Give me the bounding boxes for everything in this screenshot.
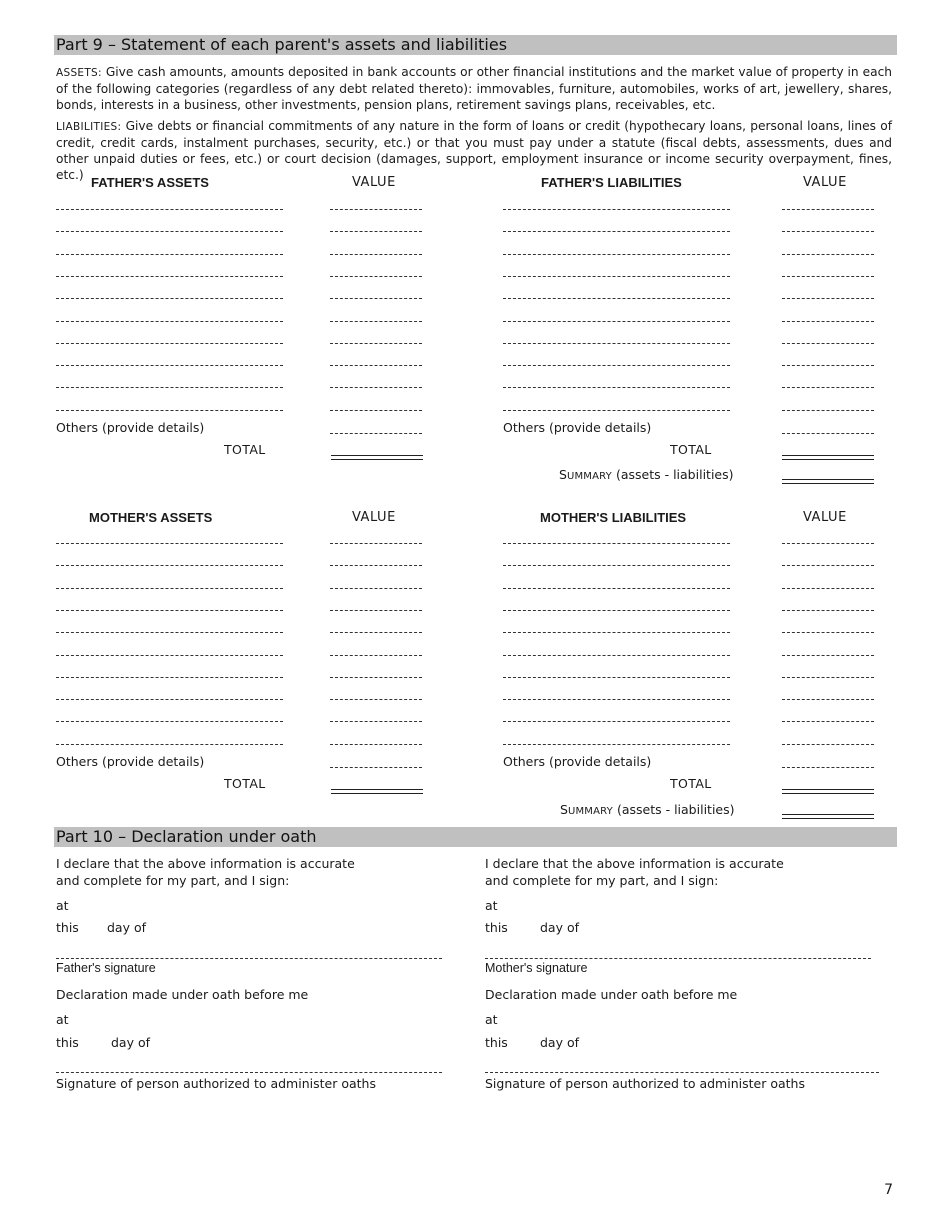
mother-liabilities-value-line[interactable] — [782, 721, 874, 722]
father-liabilities-value-line[interactable] — [782, 298, 874, 299]
mother-assets-value-heading: VALUE — [352, 510, 396, 525]
mother-assets-heading: MOTHER'S ASSETS — [89, 510, 213, 525]
mother-assets-value-line[interactable] — [330, 744, 422, 745]
mother-assets-item-line[interactable] — [56, 721, 283, 722]
mother-liabilities-value-line[interactable] — [782, 565, 874, 566]
father-liabilities-value-heading: VALUE — [803, 175, 847, 190]
father-oath-signature-line[interactable] — [56, 1072, 442, 1073]
father-liabilities-value-line[interactable] — [782, 231, 874, 232]
father-authorized-signature-label: Signature of person authorized to administer oaths — [56, 1076, 376, 1091]
father-assets-value-line[interactable] — [330, 209, 422, 210]
mother-assets-total-label: TOTAL — [224, 776, 266, 791]
mother-liabilities-item-line[interactable] — [503, 744, 730, 745]
father-liabilities-value-line[interactable] — [782, 254, 874, 255]
father-assets-value-line[interactable] — [330, 343, 422, 344]
mother-oath-at-label: at — [485, 1012, 498, 1027]
assets-text: Give cash amounts, amounts deposited in bank accounts or other financial institutions and the market value of property in each of the following categories (regardless of any debt related thereto): immovables, furniture, automobiles, works of art, jewellery, shares, bonds, interests in a business, other investments, pension plans, retirement savings plans, receivables, etc. — [56, 65, 892, 112]
mother-assets-value-line[interactable] — [330, 721, 422, 722]
mother-assets-item-line[interactable] — [56, 588, 283, 589]
part9-title: Part 9 – Statement of each parent's assets and liabilities — [54, 35, 897, 55]
father-liabilities-item-line[interactable] — [503, 231, 730, 232]
mother-assets-item-line[interactable] — [56, 677, 283, 678]
mother-liabilities-item-line[interactable] — [503, 721, 730, 722]
father-assets-value-line[interactable] — [330, 276, 422, 277]
father-oath-this-label: this — [56, 1035, 79, 1050]
father-day-of-label: day of — [107, 920, 147, 935]
mother-oath-this-label: this — [485, 1035, 508, 1050]
mother-assets-others-label: Others (provide details) — [56, 754, 205, 769]
mother-liabilities-value-line[interactable] — [782, 655, 874, 656]
mother-assets-value-line[interactable] — [330, 610, 422, 611]
assets-instructions — [56, 64, 892, 113]
father-assets-item-line[interactable] — [56, 387, 283, 388]
father-liabilities-item-line[interactable] — [503, 254, 730, 255]
mother-liabilities-value-line[interactable] — [782, 677, 874, 678]
mother-liabilities-item-line[interactable] — [503, 588, 730, 589]
father-assets-total-line[interactable] — [331, 455, 423, 460]
father-liabilities-others-value-line[interactable] — [782, 433, 874, 434]
mother-declare-line2: and complete for my part, and I sign: — [485, 873, 719, 888]
father-assets-item-line[interactable] — [56, 321, 283, 322]
mother-declare-line1: I declare that the above information is accurate — [485, 856, 784, 871]
father-oath-at-label: at — [56, 1012, 69, 1027]
father-liabilities-item-line[interactable] — [503, 298, 730, 299]
father-liabilities-item-line[interactable] — [503, 276, 730, 277]
father-assets-item-line[interactable] — [56, 276, 283, 277]
father-assets-value-line[interactable] — [330, 387, 422, 388]
mother-liabilities-item-line[interactable] — [503, 610, 730, 611]
mother-assets-value-line[interactable] — [330, 677, 422, 678]
mother-at-label: at — [485, 898, 498, 913]
liabilities-instructions — [56, 118, 892, 183]
father-at-label: at — [56, 898, 69, 913]
father-liabilities-value-line[interactable] — [782, 410, 874, 411]
mother-assets-item-line[interactable] — [56, 744, 283, 745]
father-assets-value-line[interactable] — [330, 410, 422, 411]
mother-liabilities-item-line[interactable] — [503, 543, 730, 544]
liabilities-text: Give debts or financial commitments of any nature in the form of loans or credit (hypothecary loans, personal loans, lines of credit, credit cards, instalment purchases, security, etc.) or that you must pay under a statute (fiscal debts, assessments, dues and other unpaid duties or fees, etc.) or court decision (damages, support, employment insurance or income security overpayment, fines, etc.) — [56, 119, 892, 182]
father-declaration-before: Declaration made under oath before me — [56, 987, 309, 1002]
father-assets-others-label: Others (provide details) — [56, 420, 205, 435]
mother-liabilities-item-line[interactable] — [503, 677, 730, 678]
liabilities-lead: LIABILITIES: — [56, 121, 122, 133]
mother-assets-item-line[interactable] — [56, 543, 283, 544]
father-assets-item-line[interactable] — [56, 343, 283, 344]
father-assets-value-line[interactable] — [330, 321, 422, 322]
part10-title: Part 10 – Declaration under oath — [54, 827, 897, 847]
mother-assets-total-line[interactable] — [331, 789, 423, 794]
father-liabilities-item-line[interactable] — [503, 365, 730, 366]
father-summary-line[interactable] — [782, 479, 874, 484]
mother-liabilities-item-line[interactable] — [503, 632, 730, 633]
father-liabilities-value-line[interactable] — [782, 209, 874, 210]
mother-this-label: this — [485, 920, 508, 935]
mother-liabilities-value-line[interactable] — [782, 588, 874, 589]
mother-liabilities-value-line[interactable] — [782, 744, 874, 745]
mother-oath-signature-line[interactable] — [485, 1072, 879, 1073]
mother-assets-value-line[interactable] — [330, 543, 422, 544]
mother-assets-item-line[interactable] — [56, 610, 283, 611]
mother-assets-value-line[interactable] — [330, 655, 422, 656]
father-liabilities-value-line[interactable] — [782, 387, 874, 388]
mother-liabilities-heading: MOTHER'S LIABILITIES — [540, 510, 687, 525]
father-liabilities-item-line[interactable] — [503, 209, 730, 210]
father-liabilities-total-line[interactable] — [782, 455, 874, 460]
mother-authorized-signature-label: Signature of person authorized to administer oaths — [485, 1076, 805, 1091]
mother-assets-item-line[interactable] — [56, 655, 283, 656]
mother-liabilities-value-line[interactable] — [782, 610, 874, 611]
mother-liabilities-total-line[interactable] — [782, 789, 874, 794]
mother-liabilities-others-value-line[interactable] — [782, 767, 874, 768]
mother-oath-day-of-label: day of — [540, 1035, 580, 1050]
father-signature-line[interactable] — [56, 958, 442, 959]
father-assets-value-line[interactable] — [330, 231, 422, 232]
father-assets-value-line[interactable] — [330, 254, 422, 255]
father-assets-item-line[interactable] — [56, 231, 283, 232]
mother-assets-item-line[interactable] — [56, 699, 283, 700]
assets-lead: ASSETS: — [56, 67, 102, 79]
father-assets-item-line[interactable] — [56, 365, 283, 366]
father-assets-value-heading: VALUE — [352, 175, 396, 190]
father-assets-heading: FATHER'S ASSETS — [91, 175, 209, 190]
mother-assets-value-line[interactable] — [330, 699, 422, 700]
mother-signature-line[interactable] — [485, 958, 871, 959]
father-liabilities-value-line[interactable] — [782, 365, 874, 366]
mother-assets-others-value-line[interactable] — [330, 767, 422, 768]
mother-liabilities-others-label: Others (provide details) — [503, 754, 652, 769]
father-assets-value-line[interactable] — [330, 298, 422, 299]
father-liabilities-item-line[interactable] — [503, 321, 730, 322]
mother-liabilities-item-line[interactable] — [503, 655, 730, 656]
mother-declaration-before: Declaration made under oath before me — [485, 987, 738, 1002]
father-assets-total-label: TOTAL — [224, 442, 266, 457]
father-liabilities-value-line[interactable] — [782, 343, 874, 344]
mother-signature-label: Mother's signature — [485, 961, 588, 975]
father-signature-label: Father's signature — [56, 961, 156, 975]
mother-liabilities-value-line[interactable] — [782, 699, 874, 700]
mother-assets-value-line[interactable] — [330, 588, 422, 589]
father-liabilities-total-label: TOTAL — [670, 442, 712, 457]
father-assets-item-line[interactable] — [56, 254, 283, 255]
father-assets-item-line[interactable] — [56, 410, 283, 411]
father-liabilities-value-line[interactable] — [782, 276, 874, 277]
father-liabilities-others-label: Others (provide details) — [503, 420, 652, 435]
father-liabilities-item-line[interactable] — [503, 343, 730, 344]
mother-summary-line[interactable] — [782, 814, 874, 819]
mother-liabilities-value-heading: VALUE — [803, 510, 847, 525]
page-number: 7 — [884, 1182, 893, 1198]
father-liabilities-heading: FATHER'S LIABILITIES — [541, 175, 682, 190]
father-assets-value-line[interactable] — [330, 365, 422, 366]
father-declare-line2: and complete for my part, and I sign: — [56, 873, 290, 888]
mother-liabilities-value-line[interactable] — [782, 543, 874, 544]
mother-liabilities-item-line[interactable] — [503, 565, 730, 566]
mother-assets-value-line[interactable] — [330, 565, 422, 566]
mother-day-of-label: day of — [540, 920, 580, 935]
father-liabilities-item-line[interactable] — [503, 387, 730, 388]
father-liabilities-value-line[interactable] — [782, 321, 874, 322]
mother-liabilities-value-line[interactable] — [782, 632, 874, 633]
father-summary-label: SUMMARY (assets - liabilities) — [559, 467, 734, 482]
father-liabilities-item-line[interactable] — [503, 410, 730, 411]
mother-assets-item-line[interactable] — [56, 565, 283, 566]
mother-liabilities-item-line[interactable] — [503, 699, 730, 700]
mother-assets-value-line[interactable] — [330, 632, 422, 633]
mother-assets-item-line[interactable] — [56, 632, 283, 633]
father-assets-item-line[interactable] — [56, 209, 283, 210]
father-this-label: this — [56, 920, 79, 935]
father-assets-others-value-line[interactable] — [330, 433, 422, 434]
father-declare-line1: I declare that the above information is accurate — [56, 856, 355, 871]
father-assets-item-line[interactable] — [56, 298, 283, 299]
mother-summary-label: SUMMARY (assets - liabilities) — [560, 802, 735, 817]
father-oath-day-of-label: day of — [111, 1035, 151, 1050]
mother-liabilities-total-label: TOTAL — [670, 776, 712, 791]
